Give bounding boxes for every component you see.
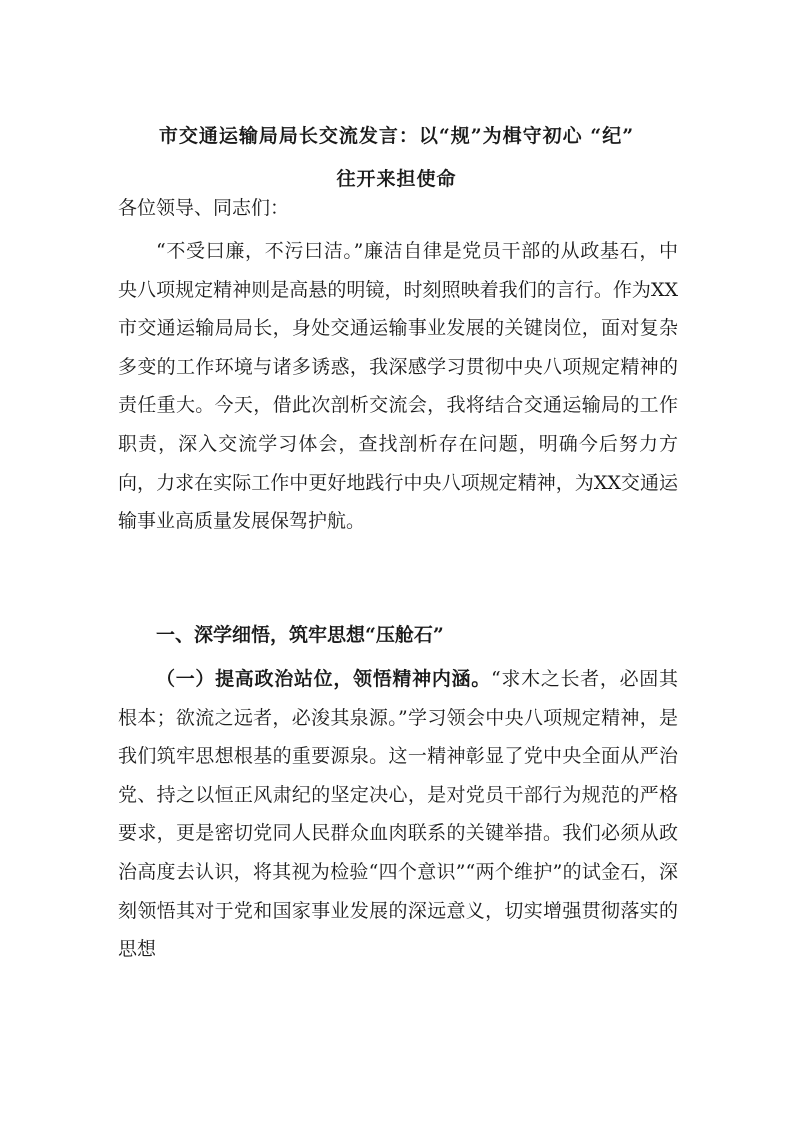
salutation: 各位领导、同志们：	[118, 197, 290, 219]
subsection-body-1: “求木之长者，必固其根本；欲流之远者，必浚其泉源。”学习领会中央八项规定精神，是我们筑牢思想根基的重要源泉。这一精神彰显了党中央全面从严治党、持之以恒正风肃纪的坚定决心，是对党员干部行为规范的严格要求，更是密切党同人民群众血肉联系的关键举措。我们必须从政治高度去认识，将其视为检验“四个意识”“两个维护”的试金石，深刻领悟其对于党和国家事业发展的深远意义，切实增强贯彻落实的思想	[118, 668, 678, 961]
document-title-line-1: 市交通运输局局长交流发言：以“规”为楫守初心 “纪”	[158, 125, 635, 147]
subsection-paragraph-1	[118, 660, 678, 969]
section-heading-1: 一、深学细悟，筑牢思想“压舱石”	[156, 624, 444, 646]
document-title-line-2: 往开来担使命	[336, 168, 457, 190]
intro-paragraph: “不受曰廉，不污曰洁。”廉洁自律是党员干部的从政基石，中央八项规定精神则是高悬的明镜，时刻照映着我们的言行。作为XX市交通运输局局长，身处交通运输事业发展的关键岗位，面对复杂多变的工作环境与诸多诱惑，我深感学习贯彻中央八项规定精神的责任重大。今天，借此次剖析交流会，我将结合交通运输局的工作职责，深入交流学习体会，查找剖析存在问题，明确今后努力方向，力求在实际工作中更好地践行中央八项规定精神，为XX交通运输事业高质量发展保驾护航。	[118, 240, 678, 533]
subsection-lead-1: （一）提高政治站位，领悟精神内涵。	[156, 668, 491, 690]
